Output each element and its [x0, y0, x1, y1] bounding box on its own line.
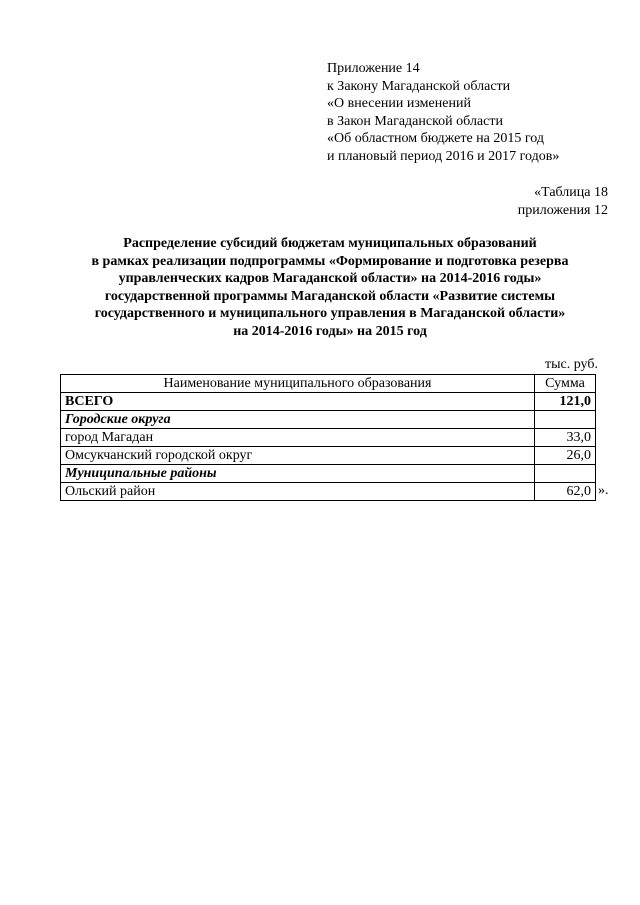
column-header-sum: Сумма [535, 375, 596, 393]
row-name: Ольский район [61, 483, 535, 501]
table-row-group [61, 411, 596, 429]
table-row-total [61, 393, 596, 411]
row-sum: 26,0 [535, 447, 596, 465]
units-label: тыс. руб. [545, 357, 598, 372]
group-label-urban: Городские округа [61, 411, 535, 429]
row-name: Омсукчанский городской округ [61, 447, 535, 465]
group-sum-empty [535, 411, 596, 429]
title-line: Распределение субсидий бюджетам муниципальных образований [123, 236, 537, 251]
table-row-group [61, 465, 596, 483]
row-sum: 62,0 [535, 483, 596, 501]
annex-line: и плановый период 2016 и 2017 годов» [327, 148, 560, 164]
table-row [61, 447, 596, 465]
table-header-row [61, 375, 596, 393]
title-line: на 2014-2016 годы» на 2015 год [233, 323, 427, 339]
column-header-name: Наименование муниципального образования [61, 375, 535, 393]
title-line: в рамках реализации подпрограммы «Формирование и подготовка резерва [91, 253, 569, 269]
table-ref-line: «Таблица 18 [534, 185, 608, 200]
total-label: ВСЕГО [61, 393, 535, 411]
table-row [61, 483, 596, 501]
title-line: управленческих кадров Магаданской области» на 2014-2016 годы» [118, 271, 542, 287]
title-line: государственного и муниципального управления в Магаданской области» [94, 306, 566, 322]
annex-line: «Об областном бюджете на 2015 год [327, 131, 544, 147]
table-ref-line: приложения 12 [517, 202, 608, 218]
table-row [61, 429, 596, 447]
table-reference [518, 184, 608, 219]
closing-quote-mark: ». [598, 483, 609, 498]
document-title [40, 235, 620, 341]
annex-line: к Закону Магаданской области [327, 78, 511, 94]
group-label-districts: Муниципальные районы [61, 465, 535, 483]
annex-line: в Закон Магаданской области [327, 113, 503, 129]
annex-line: «О внесении изменений [327, 96, 471, 112]
title-line: государственной программы Магаданской области «Развитие системы [104, 288, 556, 304]
annex-line: Приложение 14 [327, 61, 420, 76]
group-sum-empty [535, 465, 596, 483]
annex-header [327, 60, 559, 166]
total-sum: 121,0 [535, 393, 596, 411]
subsidy-distribution-table [60, 374, 596, 501]
row-name: город Магадан [61, 429, 535, 447]
row-sum: 33,0 [535, 429, 596, 447]
